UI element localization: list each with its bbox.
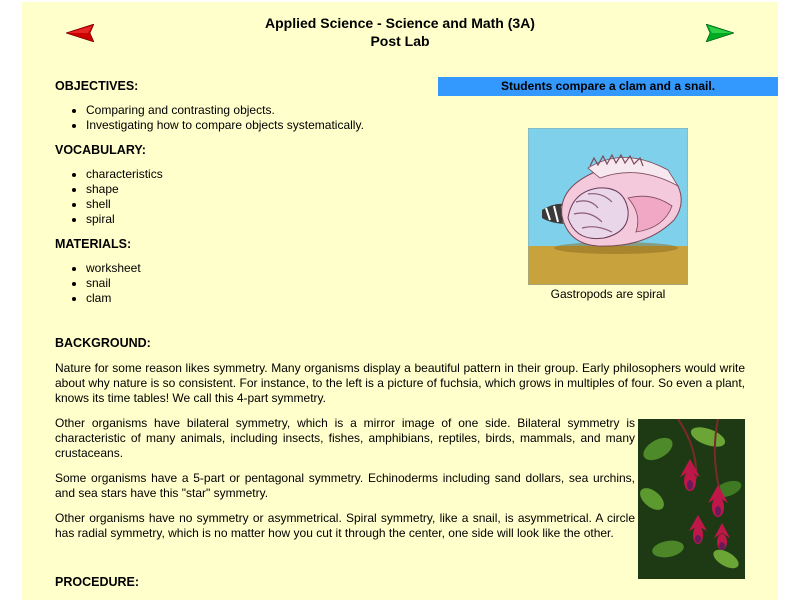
snail-shell-image: [528, 128, 688, 285]
list-item: • shape: [86, 182, 445, 197]
list-item: • Comparing and contrasting objects.: [86, 103, 445, 118]
background-heading: BACKGROUND:: [55, 336, 151, 350]
activity-banner: Students compare a clam and a snail.: [438, 77, 778, 96]
list-item: • worksheet: [86, 261, 445, 276]
objectives-heading: OBJECTIVES:: [55, 79, 139, 93]
procedure-heading: PROCEDURE:: [55, 575, 140, 589]
background-paragraph: Nature for some reason likes symmetry. Many organisms display a beautiful pattern in their group. Early philosophers would write about why nature is so consistent. For instance, to the left is a picture of fuchsia, which grows in multiples of four. So even a plant, knows its time tables! We call this 4-part symmetry.: [55, 361, 745, 405]
vocabulary-heading: VOCABULARY:: [55, 143, 146, 157]
fuchsia-flower-image: [638, 419, 745, 579]
page: [22, 2, 778, 600]
page-header: [22, 14, 778, 50]
list-item: • snail: [86, 276, 445, 291]
background-paragraph: Some organisms have a 5-part or pentagonal symmetry. Echinoderms including sand dollars, sea urchins, and sea stars have this "star" symmetry.: [55, 471, 635, 500]
list-item: • spiral: [86, 212, 445, 227]
background-paragraph: Other organisms have no symmetry or asymmetrical. Spiral symmetry, like a snail, is asymmetrical. A circle has radial symmetry, which is no matter how you cut it through the center, one side will look like the other.: [55, 511, 635, 540]
list-item: • shell: [86, 197, 445, 212]
list-item: • characteristics: [86, 167, 445, 182]
materials-list: [55, 261, 445, 306]
page-subtitle: Post Lab: [370, 33, 430, 49]
shell-figure-caption: Gastropods are spiral: [550, 287, 666, 301]
page-title: Applied Science - Science and Math (3A): [265, 15, 535, 31]
vocabulary-list: [55, 167, 445, 227]
list-item: • Investigating how to compare objects systematically.: [86, 118, 445, 133]
materials-heading: MATERIALS:: [55, 237, 132, 251]
objectives-list: [55, 103, 445, 133]
background-paragraph: Other organisms have bilateral symmetry, which is a mirror image of one side. Bilateral symmetry is characteristic of many animals, including insects, fishes, amphibians, reptiles, birds, mammals, and many crustaceans.: [55, 416, 635, 460]
left-column: [55, 78, 445, 315]
list-item: • clam: [86, 291, 445, 306]
